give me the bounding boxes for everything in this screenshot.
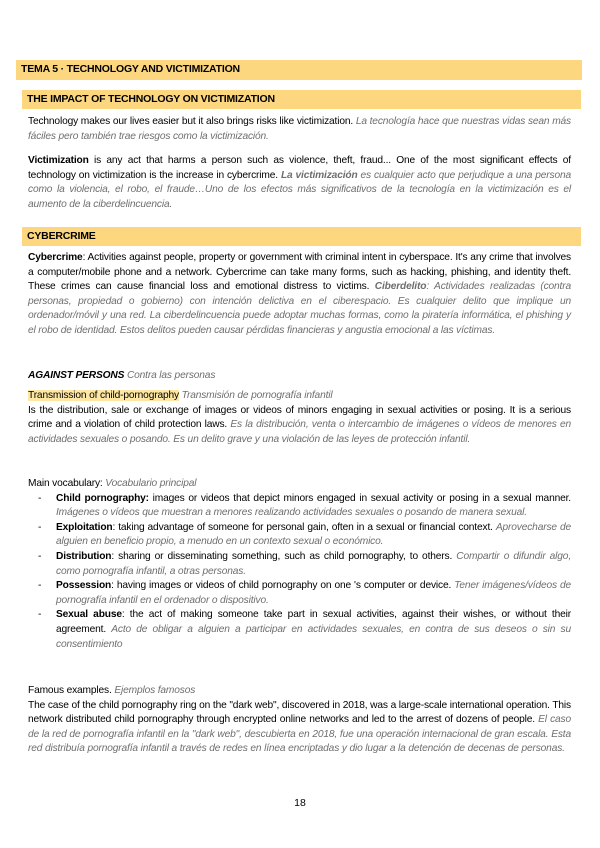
transmission-title: Transmission of child-pornography bbox=[28, 390, 179, 401]
vocab-translation: Imágenes o vídeos que muestran a menores realizando actividades sexuales o posando de manera sexual. bbox=[56, 507, 527, 519]
ciberdelito-term: Ciberdelito bbox=[374, 281, 427, 293]
page-number: 18 bbox=[294, 797, 306, 809]
impact-p1-spanish: La tecnología hace que nuestras vidas sean más fáciles pero también trae riesgos como la victimización. bbox=[28, 116, 571, 142]
vocab-item-possession bbox=[28, 579, 571, 608]
against-persons-title: AGAINST PERSONS bbox=[28, 370, 125, 381]
transmission-spanish: Es la distribución, venta o intercambio de imágenes o vídeos de menores en actividades sexuales o posando. Es un delito grave y una violación de las leyes de protección infantil. bbox=[28, 419, 572, 445]
cybercrime-term: Cybercrime bbox=[28, 252, 83, 263]
examples-label: Famous examples. bbox=[28, 685, 112, 696]
vocab-term: Distribution bbox=[56, 550, 112, 562]
vocab-item-exploitation bbox=[28, 521, 571, 550]
vocab-term: Child pornography: bbox=[56, 492, 149, 504]
vocabulary-block bbox=[28, 477, 571, 652]
topic-header-text: TEMA 5 · TECHNOLOGY AND VICTIMIZATION bbox=[21, 63, 240, 75]
vocab-definition: : sharing or disseminating something, such as child pornography, to others. bbox=[111, 550, 453, 562]
vocab-translation: Tener imágenes/vídeos de pornografía infantil en el ordenador o dispositivo. bbox=[56, 580, 571, 606]
victimizacion-term: La victimización bbox=[280, 169, 358, 181]
impact-paragraph-1 bbox=[28, 115, 571, 144]
transmission-english: Is the distribution, sale or exchange of images or videos of minors engaging in sexual activities or posing. It is a serious crime and a violation of child protection laws. bbox=[28, 404, 571, 431]
vocab-item-distribution bbox=[28, 550, 571, 579]
victimization-term: Victimization bbox=[28, 155, 89, 166]
impact-p2-english: is any act that harms a person such as violence, theft, fraud... One of the most significant effects of technology on victimization is the increase in cybercrime. bbox=[28, 155, 571, 181]
vocab-item-child-pornography bbox=[28, 492, 571, 521]
section-heading-impact bbox=[22, 90, 581, 109]
against-persons-spanish: Contra las personas bbox=[126, 370, 216, 381]
vocab-item-sexual-abuse bbox=[28, 608, 571, 652]
vocab-translation: Aprovecharse de alguien en beneficio propio, a menudo en un contexto sexual o económico. bbox=[56, 521, 571, 548]
transmission-title-spanish: Transmisión de pornografía infantil bbox=[181, 390, 333, 401]
vocab-definition: : having images or videos of child pornography on one 's computer or device. bbox=[111, 580, 452, 592]
vocab-term: Sexual abuse bbox=[56, 609, 122, 621]
impact-paragraph-2 bbox=[28, 154, 571, 212]
vocab-definition: images or videos that depict minors engaged in sexual activity or posing in a sexual manner. bbox=[148, 492, 571, 504]
vocabulary-label-spanish: Vocabulario principal bbox=[105, 478, 197, 489]
vocabulary-label-line bbox=[28, 477, 571, 492]
examples-spanish: El caso de la red de pornografía infantil en la "dark web", descubierta en 2018, fue una operación internacional de gran escala. Esta red distribuía pornografía infantil a través de redes en línea encriptadas y dio lugar a la detención de decenas de personas. bbox=[28, 714, 571, 755]
transmission-block bbox=[28, 389, 571, 447]
examples-label-spanish: Ejemplos famosos bbox=[114, 685, 196, 696]
cybercrime-english: : Activities against people, property or government with criminal intent in cyberspace. It's any crime that involves a computer/mobile phone and a network. Cybercrime can take many forms, such as hacking, phishing, and identity theft. These crimes can cause financial loss and emotional distress to victims. bbox=[28, 252, 571, 293]
vocab-translation: Compartir o difundir algo, como pornografía infantil, a otras personas. bbox=[56, 550, 571, 577]
against-persons-heading bbox=[28, 369, 571, 384]
impact-p2-spanish-text: es cualquier acto que perjudique a una persona como la violencia, el robo, el fraude…Uno de los efectos más significativos de la tecnología en la victimización es el aumento de la ciberdelincuencia. bbox=[28, 169, 571, 210]
vocabulary-list bbox=[28, 492, 571, 653]
examples-english: The case of the child pornography ring on the "dark web", discovered in 2018, was a large-scale international operation. This network distributed child pornography through encrypted online networks and led to the arrest of dozens of people. bbox=[28, 699, 571, 726]
vocab-term: Possession bbox=[56, 580, 112, 592]
vocab-definition: : taking advantage of someone for personal gain, often in a sexual or financial context. bbox=[112, 521, 493, 533]
vocabulary-label: Main vocabulary: bbox=[28, 478, 103, 489]
vocab-definition: : the act of making someone take part in sexual activities, against their wishes, or without their agreement. bbox=[56, 609, 571, 635]
topic-header bbox=[16, 60, 582, 80]
cybercrime-spanish-text: : Actividades realizadas (contra personas, propiedad o gobierno) con intención delictiva en el ciberespacio. Es cualquier delito que implique un ordenador/móvil y una red. La ciberdelincuencia puede adoptar muchas formas, como la piratería informática, el phishing y el robo de identidad. Estos delitos pueden causar pérdidas financieras y angustia emocional a las víctimas. bbox=[28, 281, 571, 336]
cybercrime-paragraph bbox=[28, 251, 571, 339]
section-heading-cybercrime bbox=[22, 227, 581, 246]
impact-p1-english: Technology makes our lives easier but it also brings risks like victimization. bbox=[28, 116, 354, 127]
section-heading-cybercrime-text: CYBERCRIME bbox=[27, 230, 96, 242]
famous-examples-block bbox=[28, 684, 571, 757]
section-heading-impact-text: THE IMPACT OF TECHNOLOGY ON VICTIMIZATION bbox=[27, 93, 275, 105]
vocab-term: Exploitation bbox=[56, 521, 113, 533]
vocab-translation: Acto de obligar a alguien a participar en actividades sexuales, en contra de sus deseos o sin su consentimiento bbox=[56, 623, 571, 650]
